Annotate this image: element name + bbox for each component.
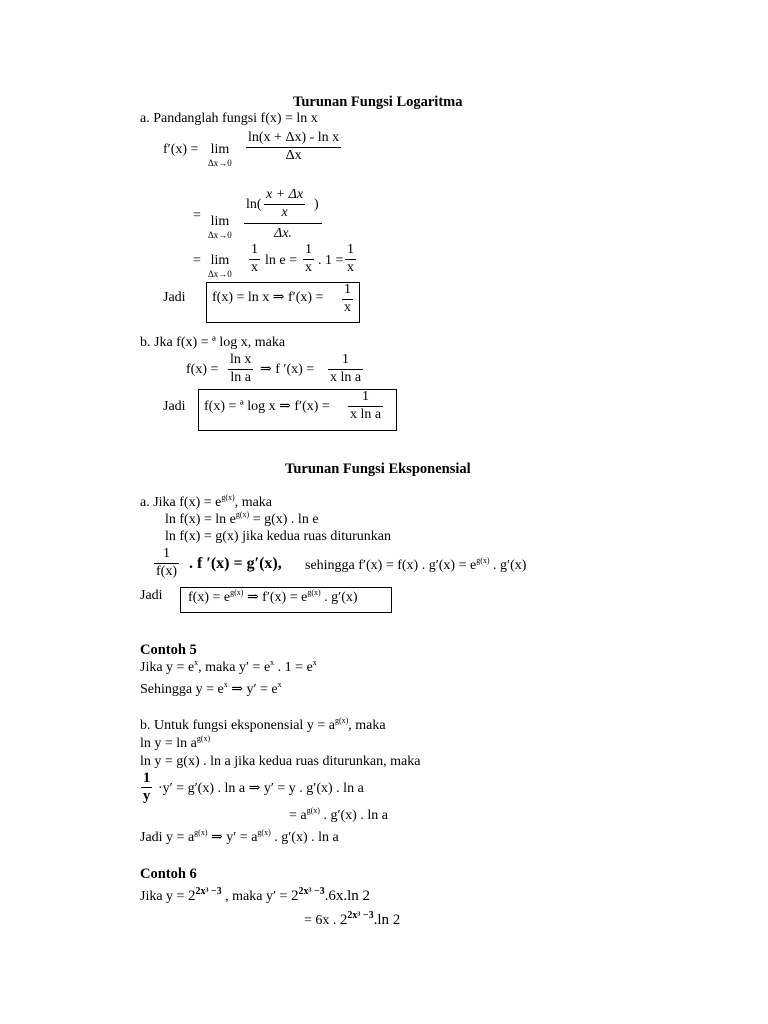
exp-b-line1 — [140, 716, 386, 733]
jadi-label: Jadi — [163, 290, 186, 305]
denominator: x — [347, 259, 354, 275]
fx-def: f(x) = — [186, 362, 219, 377]
superscript: x — [270, 658, 275, 667]
inner-fraction — [264, 188, 305, 220]
base: 2 — [290, 888, 299, 904]
jadi-label: Jadi — [140, 588, 163, 603]
fraction-one-over-xlna — [348, 390, 383, 422]
fraction-one-over-x — [303, 243, 314, 275]
denominator: Δx — [285, 147, 302, 163]
limit-1 — [208, 143, 232, 168]
equals-sign: = — [193, 208, 201, 223]
numerator: 1 — [362, 389, 370, 404]
derivative-lhs: f′(x) = — [163, 142, 199, 157]
fraction-one-over-fx — [154, 547, 179, 579]
outer-denominator: Δx. — [274, 226, 292, 241]
superscript: g(x) — [334, 716, 349, 725]
numerator: 1 — [143, 770, 151, 786]
text: . g′(x) . ln a — [319, 808, 388, 823]
ln-e-text: ln e = — [265, 253, 297, 268]
text: ln f(x) = ln e — [165, 512, 236, 527]
superscript: g(x) — [230, 588, 244, 597]
text: f(x) = e — [188, 590, 231, 605]
numerator: ln x — [230, 352, 252, 367]
text: Jika y = e — [140, 660, 195, 675]
exp-a-line1 — [140, 493, 273, 510]
denominator: f(x) — [156, 563, 177, 579]
superscript: g(x) — [194, 828, 208, 837]
text: Jadi y = a — [140, 830, 195, 845]
text: ⇒ f′(x) = e — [243, 590, 308, 605]
lim-text: lim — [210, 214, 230, 229]
contoh-5-title: Contoh 5 — [140, 642, 197, 658]
text: . 1 = e — [274, 660, 313, 675]
superscript: g(x) — [221, 493, 235, 502]
text: b. Untuk fungsi eksponensial y = a — [140, 718, 335, 733]
fraction-one-over-x — [345, 243, 356, 275]
text: , maka y′ = — [225, 889, 288, 904]
denominator: y — [143, 788, 151, 805]
lim-text: lim — [210, 142, 230, 157]
superscript: g(x) — [196, 734, 211, 743]
base: 2 — [339, 912, 348, 928]
part-a-intro: a. Pandanglah fungsi f(x) = ln x — [140, 111, 318, 126]
text: , maka y′ = e — [198, 660, 271, 675]
result-ln: f(x) = ln x ⇒ f′(x) = — [212, 290, 324, 305]
contoh-5-line2 — [140, 680, 282, 697]
numerator: 1 — [344, 282, 351, 297]
fraction-one-over-y — [141, 771, 152, 804]
denominator: x — [251, 259, 258, 275]
text: Sehingga y = e — [140, 682, 224, 697]
denominator: ln a — [230, 369, 251, 385]
section-title-eksponensial: Turunan Fungsi Eksponensial — [285, 461, 471, 477]
text: .ln 2 — [373, 912, 401, 928]
exp-b-line2 — [140, 734, 211, 751]
fraction-lnx-over-lna — [228, 353, 253, 385]
lim-subscript: Δx→0 — [208, 269, 232, 279]
exponent: 2x³ −3 — [298, 886, 325, 897]
text: . g′(x) . ln a — [270, 830, 339, 845]
numerator: 1 — [163, 546, 170, 561]
text: = a — [289, 808, 307, 823]
exponent: 2x³ −3 — [195, 886, 222, 897]
denominator: x — [305, 259, 312, 275]
superscript: x — [194, 658, 199, 667]
superscript: g(x) — [257, 828, 271, 837]
denominator: x — [344, 299, 351, 315]
ln-open: ln( — [246, 197, 262, 212]
fraction-one-over-x — [249, 243, 260, 275]
text: ⇒ y′ = a — [207, 830, 258, 845]
contoh-6-line1 — [140, 886, 371, 904]
denominator: x — [281, 204, 288, 220]
text: .6x.ln 2 — [324, 888, 371, 904]
section-title-logaritma: Turunan Fungsi Logaritma — [293, 94, 463, 110]
text: . g′(x) — [489, 558, 527, 573]
numerator: x + Δx — [266, 187, 304, 202]
superscript: g(x) — [306, 806, 320, 815]
exp-a-line3: ln f(x) = g(x) jika kedua ruas diturunkan — [165, 529, 391, 544]
superscript: g(x) — [235, 510, 250, 519]
exponent: 2x³ −3 — [347, 910, 374, 921]
text: Jika y = — [140, 889, 185, 904]
outer-fraction-bar — [244, 223, 322, 224]
result-alog: f(x) = ª log x ⇒ f′(x) = — [204, 399, 330, 414]
contoh-6-title: Contoh 6 — [140, 866, 197, 882]
implies-derivative: ⇒ f ′(x) = — [260, 362, 315, 377]
jadi-label: Jadi — [163, 399, 186, 414]
exp-b-line3: ln y = g(x) . ln a jika kedua ruas diturunkan, maka — [140, 754, 421, 769]
result-exp — [188, 588, 358, 605]
text: sehingga f′(x) = f(x) . g′(x) = e — [305, 558, 477, 573]
fraction-one-over-x — [342, 283, 353, 315]
dot-one: . 1 = — [318, 253, 344, 268]
text: , maka — [234, 495, 273, 510]
contoh-5-line1 — [140, 658, 317, 675]
denominator: x ln a — [330, 369, 362, 385]
limit-2 — [208, 215, 232, 240]
text: a. Jika f(x) = e — [140, 495, 222, 510]
numerator: 1 — [305, 242, 312, 257]
text: , maka — [348, 718, 386, 733]
ln-close: ) — [314, 197, 319, 212]
superscript: g(x) — [476, 556, 490, 565]
lim-subscript: Δx→0 — [208, 158, 232, 168]
equals-sign: = — [193, 253, 201, 268]
contoh-6-line2 — [304, 910, 401, 928]
derivative-equation: . f ′(x) = g′(x), — [189, 555, 282, 572]
text: = 6x . — [304, 913, 337, 928]
exp-a-line2 — [165, 510, 319, 527]
superscript: x — [312, 658, 317, 667]
lim-subscript: Δx→0 — [208, 230, 232, 240]
exp-b-line6 — [140, 828, 339, 845]
exp-b-line5 — [289, 806, 388, 823]
base: 2 — [187, 888, 196, 904]
text: ⇒ y′ = e — [227, 682, 278, 697]
superscript: x — [277, 680, 282, 689]
numerator: 1 — [342, 352, 350, 367]
numerator: 1 — [251, 242, 258, 257]
limit-3 — [208, 254, 232, 279]
text: . g′(x) — [320, 590, 358, 605]
sehingga-line — [305, 556, 527, 573]
text: = g(x) . ln e — [249, 512, 319, 527]
numerator: ln(x + Δx) - ln x — [248, 130, 340, 145]
superscript: x — [223, 680, 228, 689]
denominator: x ln a — [350, 406, 382, 422]
part-b-intro: b. Jka f(x) = ª log x, maka — [140, 335, 286, 350]
numerator: 1 — [347, 242, 354, 257]
lim-text: lim — [210, 253, 230, 268]
fraction-one-over-xlna — [328, 353, 363, 385]
fraction-difference-quotient — [246, 131, 341, 163]
exp-b-line4: ·y′ = g′(x) . ln a ⇒ y′ = y . g′(x) . ln a — [158, 781, 364, 796]
superscript: g(x) — [307, 588, 321, 597]
text: ln y = ln a — [140, 736, 197, 751]
